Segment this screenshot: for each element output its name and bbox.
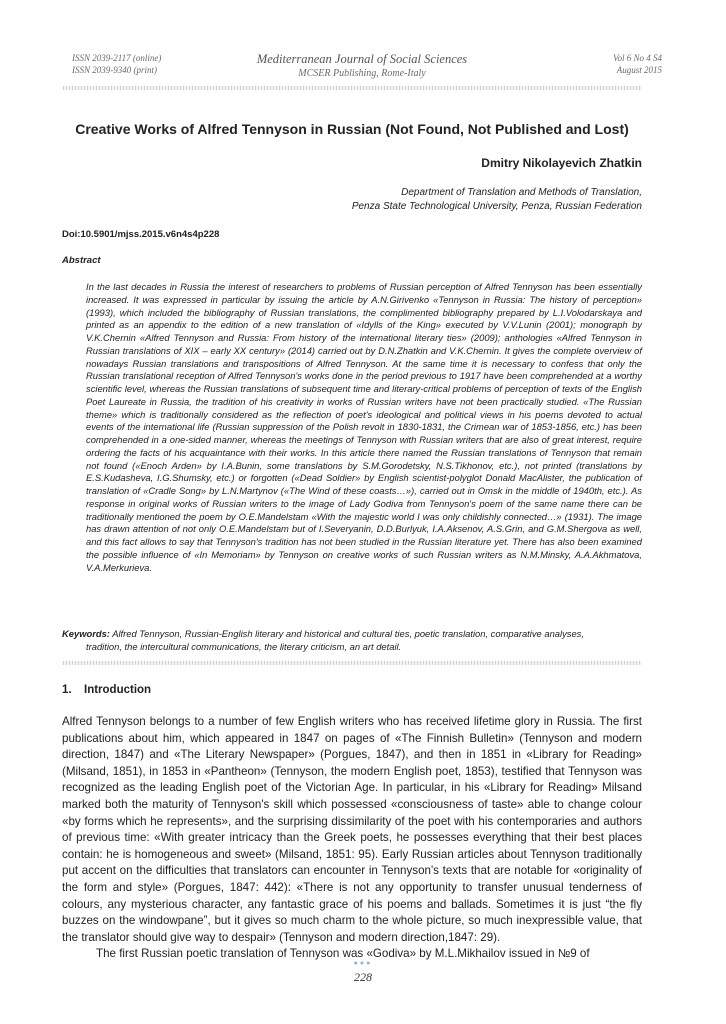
author-affiliation	[352, 186, 642, 214]
publisher-name: MCSER Publishing, Rome-Italy	[298, 68, 426, 79]
keywords-block	[62, 628, 642, 654]
paragraph: Alfred Tennyson belongs to a number of few English writers who has received lifetime glory in Russia. The first publications about him, which appeared in 1847 on pages of «The Finnish Bulletin» (Tennyson and modern direction, 1847) and «The Literary Newspaper» (Porgues, 1847), and then in 1851 in «Library for Reading» (Milsand, 1851), in 1853 in «Pantheon» (Tennyson, the modern English poet, 1853), testified that Tennyson was recognized as the leading English poet of the Victorian Age. In particular, in his «Library for Reading» Milsand marked both the maturity of Tennyson's skill which possessed «consciousness of taste» able to change colour «by forms which he represents», and the surprising dissimilarity of the poet with his contemporaries and authors of previous time: «With greater intricacy than the Greek poets, he possesses everything that their best places contain: he is homogeneous and sweet» (Milsand, 1851: 95). Early Russian articles about Tennyson traditionally put accent on the difficulties that translators can encounter in Tennyson's texts that are notable for «originality of the form and style» (Porgues, 1847: 442): «There is not any opportunity to transfer unusual tenderness of colours, any mysterious character, any fantastic grace of his poems and ballads. Sometimes it is just “the fly buzzes on the windowpane”, but it gives so much charm to the whole picture, so much inexpressible value, that the translator should give way to despair» (Tennyson and modern direction,1847: 29).	[62, 715, 642, 944]
issn-online: ISSN 2039-2117 (online)	[72, 53, 162, 63]
affiliation-line-2: Penza State Technological University, Penza, Russian Federation	[351, 201, 642, 212]
journal-block	[62, 51, 662, 80]
header-divider	[62, 86, 642, 90]
author-name: Dmitry Nikolayevich Zhatkin	[481, 156, 642, 170]
section-title: Introduction	[84, 684, 152, 696]
footer-dots-ornament: ●●●	[353, 960, 373, 967]
issue-date: August 2015	[616, 65, 662, 75]
article-title: Creative Works of Alfred Tennyson in Russian (Not Found, Not Published and Lost)	[75, 121, 629, 137]
issn-print: ISSN 2039-9340 (print)	[72, 65, 157, 75]
running-header	[62, 52, 662, 82]
journal-name: Mediterranean Journal of Social Sciences	[256, 52, 468, 66]
keywords-label: Keywords:	[62, 628, 110, 639]
body-text	[62, 714, 642, 963]
abstract-text: In the last decades in Russia the interest of researchers to problems of Russian perception of Alfred Tennyson has been essentially increased. It was expressed in particular by issuing the article by A.N.Girivenko «Tennyson in Russia: The history of perception» (1993), which included the bibliography of Russian translations, the complimented bibliography prepared by L.I.Volodarskaya and printed as an appendix to the edition of a new translation of «Idylls of the King» executed by V.V.Lunin (2001); monograph by V.K.Chernin «Alfred Tennyson and Russia: From history of the international literary ties» (2009); anthologies «Alfred Tennyson in Russian translations of XIX – early XX century» (2014) carried out by D.N.Zhatkin and V.K.Chernin. It gives the complete overview of nowadays Russian translations and transpositions of Alfred Tennyson. At the same time it is necessary to confess that only the Russian translational reception of Alfred Tennyson's works done in the period previous to 1917 have been comprehended at a worthy scientific level, whereas the Russian translations of subsequent time and literary-critical problems of perception of texts of the English Poet Laureate in Russia, the tradition of his creativity in works of Russian writers have not been practically studied. «The Russian theme» which is traditionally considered as the reflection of poet's ideological and political views in his poems devoted to actual events of the international life (Russian suppression of the Polish revolt in 1830-1831, the Crimean war of 1853-1856, etc.) has been comprehended in a one-sided manner, whereas the meetings of Tennyson with Russian writers that are also of great interest, require ordering the facts of his acquaintance with their works. In this article there named the Russian translations of Tennyson that remain not found («Enoch Arden» by I.A.Bunin, some translations by S.M.Gorodetsky, N.S.Tikhonov, etc.), not printed (translations by E.S.Kudasheva, I.G.Shumsky, etc.) or forgotten («Dead Soldier» by English scientist-polyglot Donald MacAlister, the publication of translation of «Cradle Song» by L.N.Martynov («The Wind of these coasts…»), carried out in Omsk in the middle of 1940th, etc.). As response in original works of Russian writers to the image of Lady Godiva from Tennyson's poem of the same name there can be traditionally mentioned the poem by O.E.Mandelstam «With the majestic world I was only childishly connected…» (1931). The image has drawn attention of not only O.E.Mandelstam but of I.Severyanin, D.D.Burlyuk, I.A.Aksenov, A.S.Grin, and G.M.Shergova as well, and this fact allows to say that Tennyson's tradition has not been studied in the Russian literature yet. There has also been examined the possible influence of «In Memoriam» by Tennyson on creative works of such Russian writers as N.M.Minsky, A.A.Akhmatova, V.A.Merkurieva.	[86, 281, 642, 573]
keywords-divider	[62, 661, 642, 665]
affiliation-line-1: Department of Translation and Methods of Translation,	[401, 187, 642, 198]
section-heading	[62, 684, 151, 696]
page-number: 228	[354, 970, 372, 984]
doi-identifier: Doi:10.5901/mjss.2015.v6n4s4p228	[62, 229, 220, 240]
paragraph: The first Russian poetic translation of Tennyson was «Godiva» by M.L.Mikhailov issued in №9 of	[96, 947, 590, 961]
keywords-text: Alfred Tennyson, Russian-English literary and historical and cultural ties, poetic translation, comparative analyses,	[109, 628, 584, 639]
volume-number: Vol 6 No 4 S4	[612, 53, 662, 63]
abstract-heading: Abstract	[62, 255, 101, 266]
volume-block	[613, 52, 662, 76]
section-number: 1.	[62, 684, 72, 696]
keywords-text-continued: tradition, the intercultural communications, the literary criticism, an art detail.	[86, 640, 402, 652]
